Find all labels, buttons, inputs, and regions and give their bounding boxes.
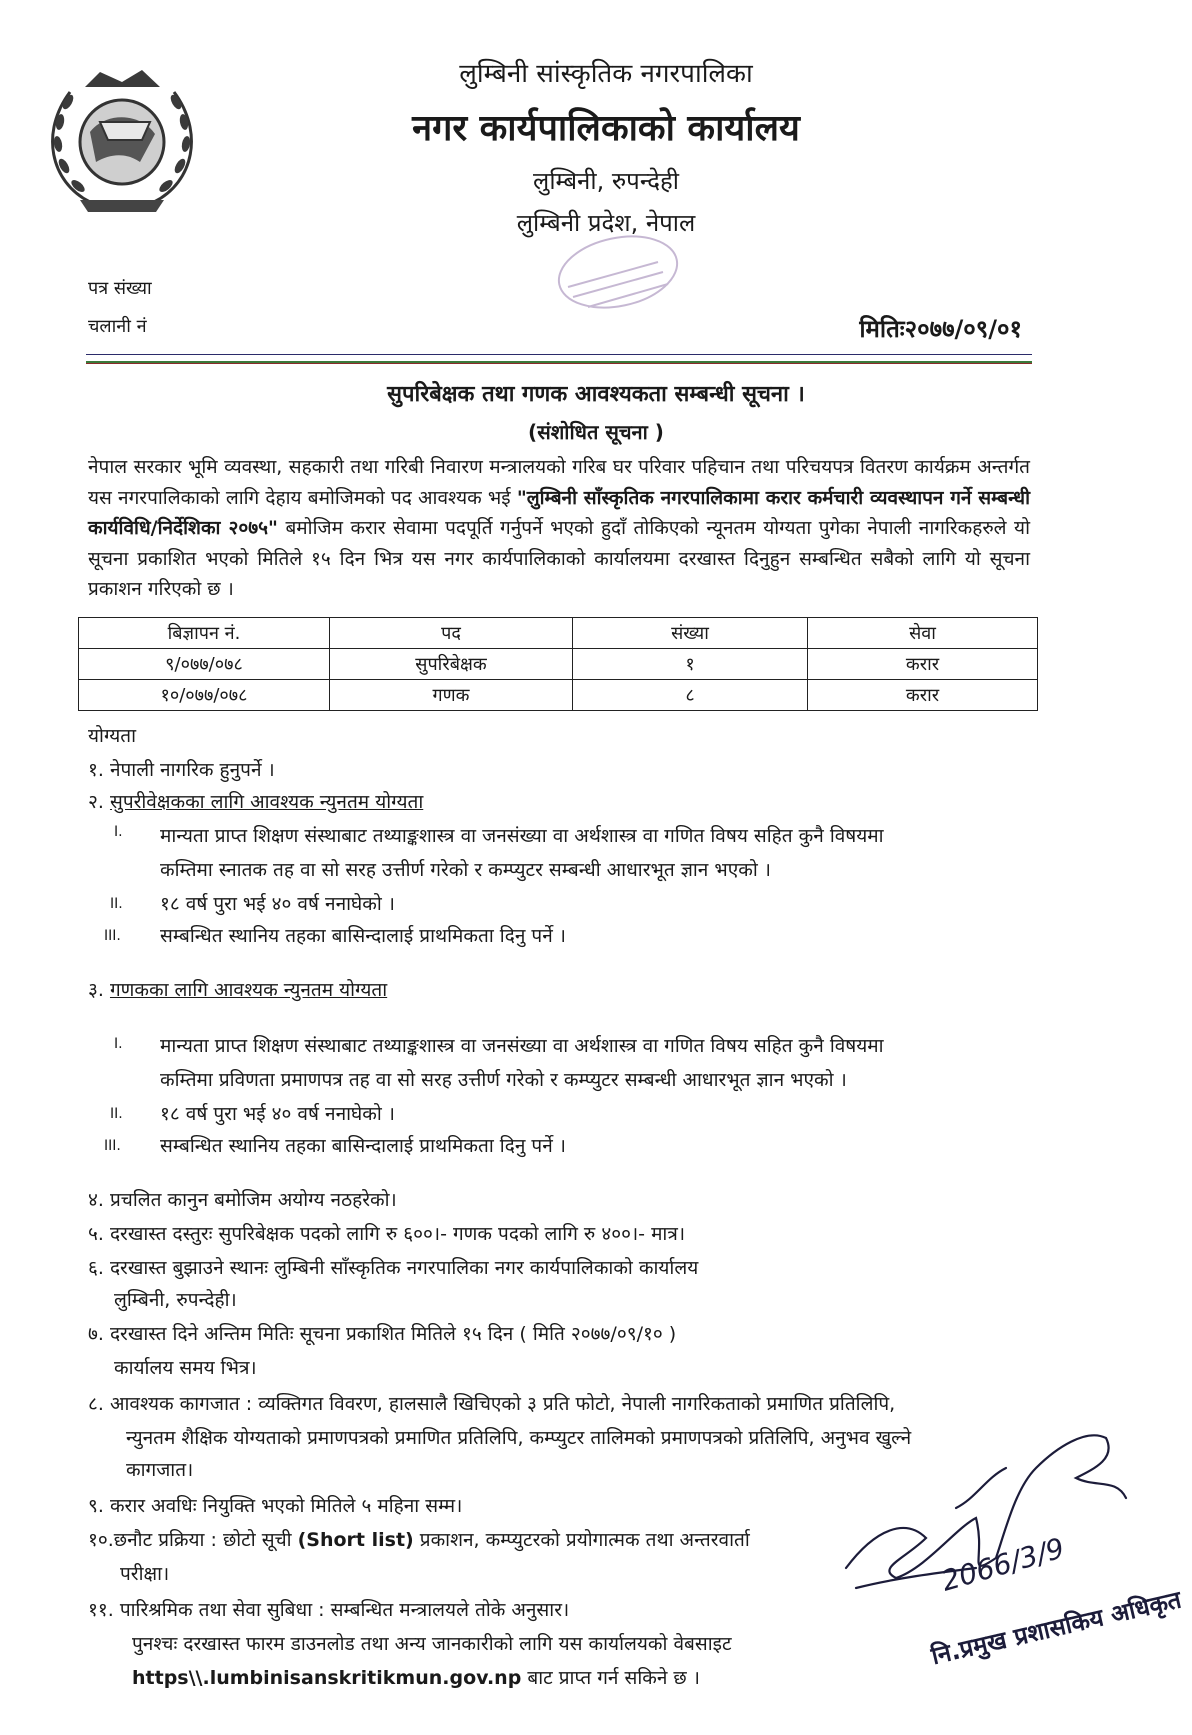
item-number: २. — [88, 791, 110, 813]
item-10-cont: परीक्षा। — [120, 1563, 170, 1585]
item-10-end: प्रकाशन, कम्प्युटरको प्रयोगात्मक तथा अन्तरवार्ता — [413, 1529, 750, 1551]
list-item-number: I. — [114, 824, 123, 840]
header-divider — [86, 354, 1032, 363]
item-8-cont: न्युनतम शैक्षिक योग्यताको प्रमाणपत्रको प्रमाणित प्रतिलिपि, कम्प्युटर तालिमको प्रमाणपत्रको प्रतिलिपि, अनुभव खुल्ने — [126, 1427, 912, 1449]
item-5: ५. दरखास्त दस्तुरः सुपरिबेक्षक पदको लागि रु ६००।- गणक पदको लागि रु ४००।- मात्र। — [88, 1223, 686, 1245]
qualification-item-3 — [88, 976, 387, 1002]
table-cell: १ — [573, 649, 808, 680]
table-cell: ८ — [573, 680, 808, 711]
signatory-designation: नि.प्रमुख प्रशासकिय अधिकृत — [928, 1585, 1184, 1671]
item-4: ४. प्रचलित कानुन बमोजिम अयोग्य नठहरेको। — [88, 1189, 397, 1211]
qualification-item-1: १. नेपाली नागरिक हुनुपर्ने । — [88, 759, 275, 781]
list-item-number: II. — [110, 896, 123, 912]
supervisor-qualification-title: सुपरीवेक्षकका लागि आवश्यक न्युनतम योग्यता — [109, 791, 424, 813]
item-8: ८. आवश्यक कागजात : व्यक्तिगत विवरण, हालसालै खिचिएको ३ प्रति फोटो, नेपाली नागरिकताको प्रमाणित प्रतिलिपि, — [88, 1393, 896, 1415]
dispatch-number-label: चलानी नं — [88, 316, 147, 337]
table-cell: सुपरिबेक्षक — [330, 649, 573, 680]
list-item: १८ वर्ष पुरा भई ४० वर्ष ननाघेको । — [160, 893, 396, 915]
table-row — [79, 680, 1038, 711]
office-name: नगर कार्यपालिकाको कार्यालय — [412, 108, 800, 149]
table-cell: करार — [808, 680, 1038, 711]
short-list-term: (Short list) — [297, 1529, 414, 1551]
item-6: ६. दरखास्त बुझाउने स्थानः लुम्बिनी साँस्कृतिक नगरपालिका नगर कार्यपालिकाको कार्यालय — [88, 1257, 699, 1279]
list-item-number: II. — [110, 1106, 123, 1122]
list-item-number: I. — [114, 1036, 123, 1052]
table-cell: १०/०७७/०७८ — [79, 680, 330, 711]
office-stamp-icon — [528, 232, 688, 322]
item-11: ११. पारिश्रमिक तथा सेवा सुबिधा : सम्बन्धित मन्त्रालयले तोके अनुसार। — [88, 1599, 570, 1621]
enumerator-qualification-title: गणकका लागि आवश्यक न्युनतम योग्यता — [109, 979, 388, 1001]
paragraph-guideline-name: "लुम्बिनी साँस्कृतिक नगरपालिकामा करार कर्मचारी व्यवस्थापन गर्ने सम्बन्धी कार्यविधि/निर्देशिका २०७५" — [88, 486, 1030, 539]
website-url: https\\.lumbinisanskritikmun.gov.np — [132, 1667, 522, 1689]
item-number: ३. — [88, 979, 110, 1001]
office-location: लुम्बिनी, रुपन्देही — [533, 167, 679, 195]
postscript-website — [132, 1664, 700, 1690]
notice-paragraph — [88, 452, 1030, 605]
table-cell: ९/०७७/०७८ — [79, 649, 330, 680]
office-province: लुम्बिनी प्रदेश, नेपाल — [516, 209, 696, 237]
postscript-note: पुनश्चः दरखास्त फारम डाउनलोड तथा अन्य जानकारीको लागि यस कार्यालयको वेबसाइट — [132, 1633, 732, 1655]
signature-date: 2066/3/9 — [937, 1531, 1068, 1598]
item-8-cont-2: कागजात। — [126, 1459, 194, 1481]
item-10 — [88, 1526, 750, 1552]
item-10-start: १०.छनौट प्रक्रिया : छोटो सूची — [88, 1529, 298, 1551]
list-item-number: III. — [104, 928, 121, 944]
item-9: ९. करार अवधिः नियुक्ति भएको मितिले ५ महिना सम्म। — [88, 1495, 463, 1517]
vacancy-table — [78, 617, 1038, 711]
item-7-cont: कार्यालय समय भित्र। — [114, 1357, 257, 1379]
item-7: ७. दरखास्त दिने अन्तिम मितिः सूचना प्रकाशित मितिले १५ दिन ( मिति २०७७/०९/१० ) — [88, 1323, 677, 1345]
notice-subtitle: (संशोधित सूचना ) — [528, 420, 664, 444]
notice-title: सुपरिबेक्षक तथा गणक आवश्यकता सम्बन्धी सूचना । — [387, 382, 805, 407]
paragraph-start: नेपाल सरकार भूमि व्यवस्था, सहकारी तथा गरिबी निवारण मन्त्रालयको गरिब घर परिवार पहिचान तथा परिचयपत्र वितरण कार्यक्रम अन्तर्गत यस नगरपालिकाको लागि देहाय बमोजिमको पद आवश्यक भई — [88, 456, 1030, 509]
paragraph-end: बमोजिम करार सेवामा पदपूर्ति गर्नुपर्ने भएको हुदाँ तोकिएको न्यूनतम योग्यता पुगेका नेपाली नागरिकहरुले यो सूचना प्रकाशित भएको मितिले १५ दिन भित्र यस नगर कार्यपालिकाको कार्यालयमा दरखास्त दिनुहुन सम्बन्धित सबैको लागि यो सूचना प्रकाशन गरिएको छ । — [88, 517, 1030, 600]
table-cell: गणक — [330, 680, 573, 711]
table-cell: करार — [808, 649, 1038, 680]
list-item: सम्बन्धित स्थानिय तहका बासिन्दालाई प्राथमिकता दिनु पर्ने । — [160, 925, 566, 947]
list-item: कम्तिमा स्नातक तह वा सो सरह उत्तीर्ण गरेको र कम्प्युटर सम्बन्धी आधारभूत ज्ञान भएको । — [160, 859, 772, 881]
header-divider-accent — [86, 363, 1032, 364]
table-row — [79, 649, 1038, 680]
table-header-row — [79, 618, 1038, 649]
municipality-name: लुम्बिनी सांस्कृतिक नगरपालिका — [459, 59, 753, 89]
col-header-count: संख्या — [573, 618, 808, 649]
postscript-end: बाट प्राप्त गर्न सकिने छ । — [521, 1667, 700, 1689]
qualification-item-2 — [88, 788, 423, 814]
letter-number-label: पत्र संख्या — [88, 278, 152, 299]
list-item: कम्तिमा प्रविणता प्रमाणपत्र तह वा सो सरह उत्तीर्ण गरेको र कम्प्युटर सम्बन्धी आधारभूत ज्ञान भएको । — [160, 1069, 847, 1091]
col-header-service: सेवा — [808, 618, 1038, 649]
list-item: १८ वर्ष पुरा भई ४० वर्ष ननाघेको । — [160, 1103, 396, 1125]
list-item: मान्यता प्राप्त शिक्षण संस्थाबाट तथ्याङ्कशास्त्र वा जनसंख्या वा अर्थशास्त्र वा गणित विषय सहित कुनै विषयमा — [160, 1035, 884, 1057]
qualifications-heading: योग्यता — [88, 725, 137, 747]
list-item: मान्यता प्राप्त शिक्षण संस्थाबाट तथ्याङ्कशास्त्र वा जनसंख्या वा अर्थशास्त्र वा गणित विषय सहित कुनै विषयमा — [160, 825, 884, 847]
list-item-number: III. — [104, 1138, 121, 1154]
item-6-cont: लुम्बिनी, रुपन्देही। — [114, 1289, 237, 1311]
col-header-post: पद — [330, 618, 573, 649]
col-header-ad-no: बिज्ञापन नं. — [79, 618, 330, 649]
list-item: सम्बन्धित स्थानिय तहका बासिन्दालाई प्राथमिकता दिनु पर्ने । — [160, 1135, 566, 1157]
document-date: मितिः२०७७/०९/०१ — [859, 315, 1022, 343]
